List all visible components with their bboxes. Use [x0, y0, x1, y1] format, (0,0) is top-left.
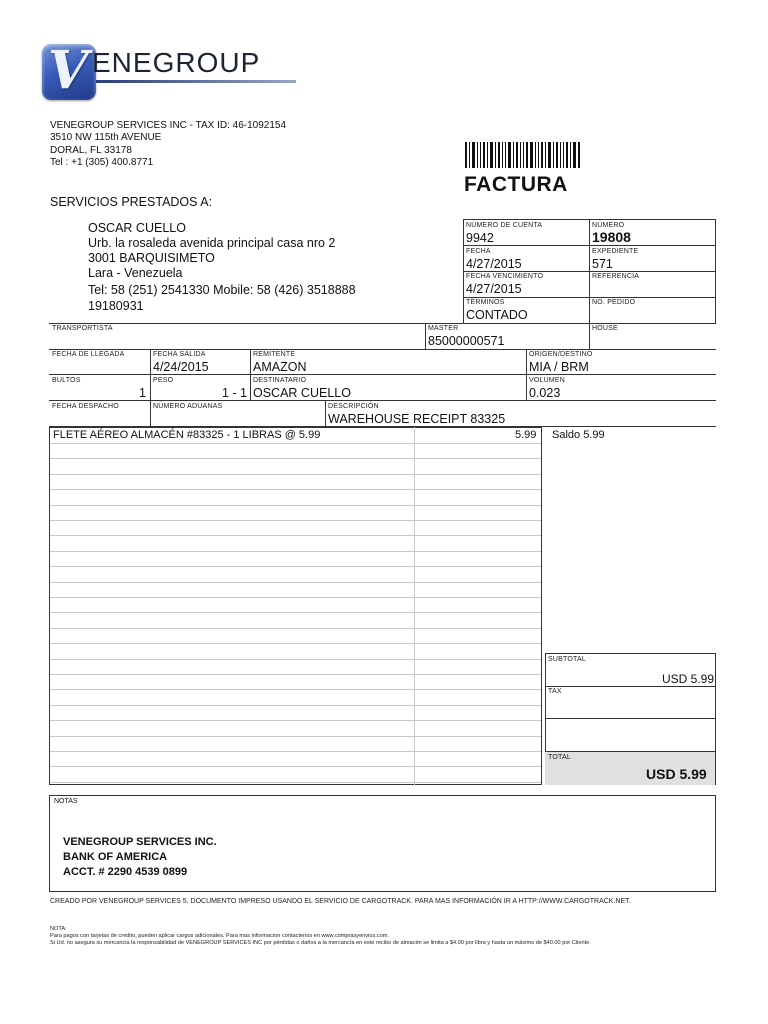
- item-rule-line: [50, 566, 541, 567]
- item-rule-line: [50, 689, 541, 690]
- volume-value: 0.023: [529, 386, 561, 400]
- notes-bank: BANK OF AMERICA: [63, 851, 168, 863]
- customer-address-line1: Urb. la rosaleda avenida principal casa nro 2: [88, 236, 336, 250]
- bill-to-heading: SERVICIOS PRESTADOS A:: [50, 195, 213, 209]
- footer-note-liability: Si Ud. no asegura su mercancia la responsabilidad de VENEGROUP SERVICES INC por pérdidas o daños a la mercancía en este recibo de almacén se limita a $4.00 por libra y hasta un máximo de $40.00 por Cliente.: [50, 940, 591, 946]
- footer-note-payment: Para pagos con tarjetas de credito, pueden aplicar cargos adicionales. Para mas informacion contactenos en www.comprasyenvios.com.: [50, 933, 389, 939]
- file-value: 571: [592, 257, 613, 271]
- notes-account: ACCT. # 2290 4539 0899: [63, 866, 188, 878]
- subtotal-value: USD 5.99: [662, 672, 715, 686]
- logo-mark-icon: [42, 40, 96, 101]
- company-name-taxid: VENEGROUP SERVICES INC - TAX ID: 46-1092154: [50, 120, 287, 131]
- item-rule-line: [50, 505, 541, 506]
- origin-destination-label: ORIGEN/DESTINO: [529, 351, 593, 358]
- total-label: TOTAL: [548, 754, 571, 761]
- master-value: 85000000571: [428, 334, 505, 348]
- item-rule-line: [50, 582, 541, 583]
- dispatch-date-label: FECHA DESPACHO: [52, 403, 119, 410]
- date-label: FECHA: [466, 248, 491, 255]
- logo-letter: V: [48, 40, 89, 101]
- logo-wordmark: ENEGROUP: [92, 47, 261, 78]
- sender-value: AMAZON: [253, 360, 307, 374]
- customer-id: 19180931: [88, 299, 144, 313]
- invoice-number-label: NÚMERO: [592, 222, 625, 229]
- description-value: WAREHOUSE RECEIPT 83325: [328, 412, 506, 426]
- customer-address-line2: 3001 BARQUISIMETO: [88, 251, 215, 265]
- reference-label: REFERENCIA: [592, 273, 640, 280]
- item-rule-line: [50, 705, 541, 706]
- customs-number-label: NÚMERO ADUANAS: [153, 403, 223, 410]
- carrier-label: TRANSPORTISTA: [52, 325, 113, 332]
- arrival-date-label: FECHA DE LLEGADA: [52, 351, 125, 358]
- item-rule-line: [50, 782, 541, 783]
- recipient-value: OSCAR CUELLO: [253, 386, 351, 400]
- notes-company: VENEGROUP SERVICES INC.: [63, 836, 217, 848]
- item-rule-line: [50, 612, 541, 613]
- departure-date-label: FECHA SALIDA: [153, 351, 206, 358]
- due-date-value: 4/27/2015: [466, 282, 522, 296]
- item-rule-line: [50, 551, 541, 552]
- packages-value: 1: [139, 386, 146, 400]
- barcode-icon: [465, 142, 593, 168]
- invoice-number-value: 19808: [592, 229, 631, 245]
- item-rule-line: [50, 458, 541, 459]
- item-rule-line: [50, 736, 541, 737]
- house-label: HOUSE: [592, 325, 618, 332]
- item-rule-line: [50, 535, 541, 536]
- item-description: FLETE AÉREO ALMACÉN #83325 - 1 LIBRAS @ 5.99: [53, 429, 321, 441]
- notes-label: NOTAS: [54, 798, 78, 805]
- item-rule-line: [50, 628, 541, 629]
- footer-note-label: NOTA:: [50, 926, 67, 932]
- item-rule-line: [50, 520, 541, 521]
- item-rule-line: [50, 659, 541, 660]
- tax-label: TAX: [548, 688, 562, 695]
- departure-date-value: 4/24/2015: [153, 360, 209, 374]
- total-value: USD 5.99: [646, 766, 707, 782]
- document-title: FACTURA: [464, 173, 568, 196]
- item-rule-line: [50, 766, 541, 767]
- recipient-label: DESTINATARIO: [253, 377, 307, 384]
- account-number-label: NÚMERO DE CUENTA: [466, 222, 543, 229]
- account-number-value: 9942: [466, 231, 494, 245]
- item-rule-line: [50, 474, 541, 475]
- weight-value: 1 - 1: [222, 386, 248, 400]
- terms-value: CONTADO: [466, 308, 528, 322]
- footer-created-by: CREADO POR VENEGROUP SERVICES 5. DOCUMENTO IMPRESO USANDO EL SERVICIO DE CARGOTRACK. PARA MAS INFORMACIÓN IR A HTTP://WWW.CARGOTRACK.NET.: [50, 898, 631, 905]
- file-label: EXPEDIENTE: [592, 248, 639, 255]
- customer-phones: Tel: 58 (251) 2541330 Mobile: 58 (426) 3518888: [88, 283, 356, 297]
- company-phone: Tel : +1 (305) 400.8771: [50, 157, 154, 168]
- item-rule-line: [50, 597, 541, 598]
- item-balance: Saldo 5.99: [552, 429, 605, 441]
- weight-label: PESO: [153, 377, 174, 384]
- sender-label: REMITENTE: [253, 351, 296, 358]
- description-label: DESCRIPCIÓN: [328, 403, 379, 410]
- origin-destination-value: MIA / BRM: [529, 360, 589, 374]
- due-date-label: FECHA VENCIMIENTO: [466, 273, 544, 280]
- order-number-label: NO. PEDIDO: [592, 299, 636, 306]
- subtotal-label: SUBTOTAL: [548, 656, 586, 663]
- item-rule-line: [50, 751, 541, 752]
- company-city: DORAL, FL 33178: [50, 145, 132, 156]
- customer-address-line3: Lara - Venezuela: [88, 266, 183, 280]
- packages-label: BULTOS: [52, 377, 81, 384]
- item-rule-line: [50, 643, 541, 644]
- customer-name: OSCAR CUELLO: [88, 221, 186, 235]
- master-label: MASTER: [428, 325, 459, 332]
- volume-label: VOLUMEN: [529, 377, 566, 384]
- logo-underline: [96, 80, 296, 83]
- item-rule-line: [50, 674, 541, 675]
- item-rule-line: [50, 443, 541, 444]
- date-value: 4/27/2015: [466, 257, 522, 271]
- item-amount: 5.99: [515, 429, 537, 441]
- item-rule-line: [50, 720, 541, 721]
- company-address: 3510 NW 115th AVENUE: [50, 132, 162, 143]
- terms-label: TÉRMINOS: [466, 299, 505, 306]
- item-rule-line: [50, 489, 541, 490]
